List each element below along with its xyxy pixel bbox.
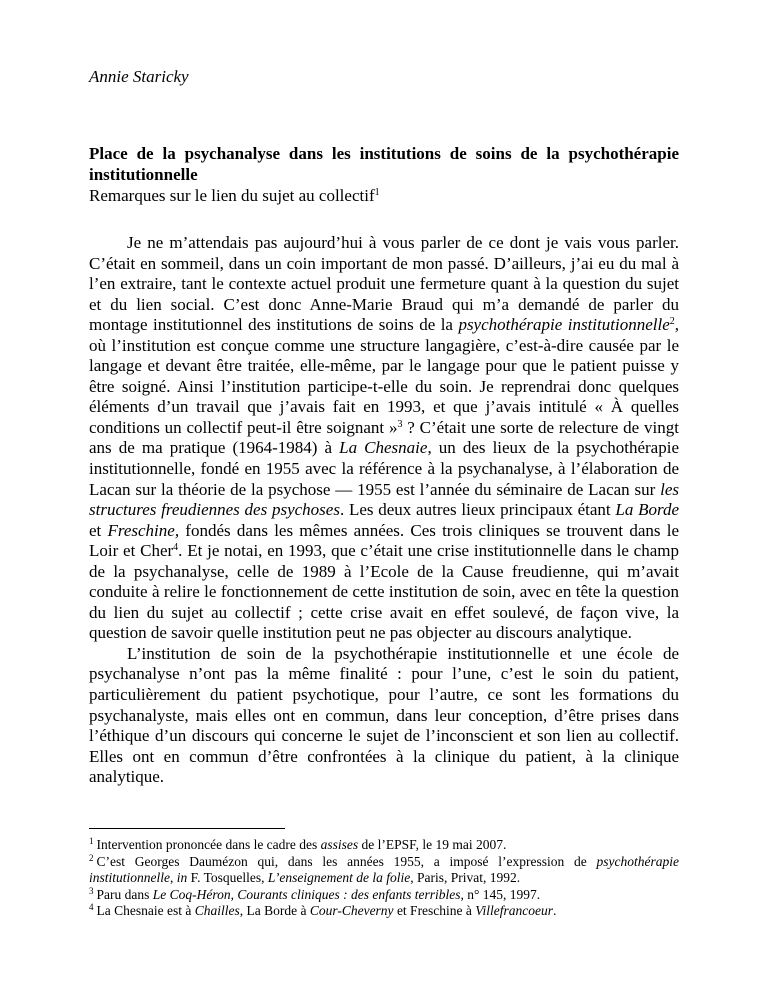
author-name: Annie Staricky <box>89 67 189 86</box>
p1-emphasis-a: psychothérapie institutionnelle <box>458 315 670 335</box>
p1-text-a: Je ne m’attendais pas aujourd’hui à vous parler de ce dont je vais vous parler. C’était en sommeil, dans un coin important de mon passé. D’ailleurs, j’ai eu du mal à l’en extraire, tant le contexte actuel produit une fermeture quant à la question du sujet et du lien social. C’est donc Anne-Marie Braud qui m’a demandé de parler du montage institutionnel des institutions de soins de la <box>89 233 679 335</box>
footnote-text: , <box>230 886 238 902</box>
footnote-1 <box>89 837 679 854</box>
footnote-3 <box>89 887 679 904</box>
paragraph-1 <box>89 233 679 644</box>
p1-emphasis-e1: La Borde <box>615 500 679 520</box>
footnote-text: F. Tosquelles, <box>187 870 268 886</box>
footnote-text: La Chesnaie est à <box>96 903 195 919</box>
footnote-text: , La Borde à <box>239 903 310 919</box>
p1-text-g: . Et je notai, en 1993, que c’était une crise institutionnelle dans le champ de la psychanalyse, celle de 1989 à l’Ecole de la Cause freudienne, qui m’avait conduite à relire le fonctionnement de cette institution de soin, avec en tête la question du lien du sujet au collectif ; cette crise avait en effet soulevé, de façon vive, la question de savoir quelle institution peut ne pas objecter au discours analytique. <box>89 541 679 643</box>
footnote-2 <box>89 854 679 887</box>
p1-emphasis-c: La Chesnaie <box>339 438 428 458</box>
footnote-text: Intervention prononcée dans le cadre des <box>96 837 321 852</box>
p1-emphasis-e2: Freschine, <box>107 520 180 540</box>
p1-emphasis-d: les structures freudiennes des psychoses <box>89 479 679 520</box>
p1-text-c: ? C’était une sorte de relecture de vingt ans de ma pratique (1964-1984) à <box>89 417 679 458</box>
footnote-text: , Paris, Privat, 1992. <box>410 870 521 886</box>
footnote-emphasis: in <box>176 870 188 886</box>
footnote-emphasis: Le Coq-Héron <box>152 886 231 902</box>
p1-text-e: . Les deux autres lieux principaux étant <box>339 500 616 520</box>
footnote-text: et Freschine à <box>393 903 476 919</box>
footnote-number: 2 <box>89 852 94 863</box>
footnote-4 <box>89 903 679 920</box>
footnote-ref-3[interactable]: 3 <box>397 418 403 430</box>
footnote-text: , n° 145, 1997. <box>460 886 541 902</box>
footnote-number: 4 <box>89 902 94 913</box>
p1-text-b: , où l’institution est conçue comme une structure langagière, c’est-à-dire causée par le langage et devant être traitée, elle-même, par le langage pour que le patient puisse y être soigné. Ainsi l’institution participe-t-elle du soin. Je reprendrai donc quelques éléments d’un travail que j’avais fait en 1993, et que j’avais intitulé « À quelles conditions un collectif peut-il être soignant » <box>89 315 679 437</box>
footnote-emphasis: Chailles <box>194 903 240 919</box>
footnote-ref-4[interactable]: 4 <box>173 542 179 554</box>
footnote-emphasis: psychothérapie institutionnelle <box>89 853 679 886</box>
footnote-separator <box>89 828 285 829</box>
footnote-text: , <box>170 870 177 886</box>
footnote-ref-1[interactable]: 1 <box>374 187 380 198</box>
body-text <box>89 233 679 788</box>
footnote-emphasis: Courants cliniques : des enfants terribles <box>237 886 461 902</box>
footnotes <box>89 837 679 920</box>
p1-text-d: , un des lieux de la psychothérapie institutionnelle, fondé en 1955 avec la référence à la psychanalyse, à l’élaboration de Lacan sur la théorie de la psychose — 1955 est l’année du séminaire de Lacan sur <box>89 438 679 499</box>
footnote-emphasis: L’enseignement de la folie <box>267 870 411 886</box>
footnote-number: 1 <box>89 836 94 846</box>
footnote-text: . <box>553 903 557 919</box>
footnote-emphasis: Cour-Cheverny <box>309 903 394 919</box>
footnote-emphasis: Villefrancoeur <box>475 903 554 919</box>
footnote-text: de l’EPSF, le 19 mai 2007. <box>358 837 507 852</box>
p1-text-f: fondés dans les mêmes années. Ces trois cliniques se trouvent dans le Loir et Cher <box>89 520 679 561</box>
footnote-ref-2[interactable]: 2 <box>669 316 675 328</box>
footnote-text: C’est Georges Daumézon qui, dans les années 1955, a imposé l’expression de <box>96 853 597 869</box>
footnote-number: 3 <box>89 885 94 896</box>
subtitle-text: Remarques sur le lien du sujet au collectif <box>89 186 375 205</box>
document-title: Place de la psychanalyse dans les institutions de soins de la psychothérapie institutionnelle <box>89 144 679 184</box>
footnote-emphasis: assises <box>320 837 359 852</box>
paragraph-2: L’institution de soin de la psychothérapie institutionnelle et une école de psychanalyse n’ont pas la même finalité : pour l’une, c’est le soin du patient, particulièrement du patient psychotique, pour l’autre, ce sont les formations du psychanalyste, mais elles ont en commun, dans leur conception, d’être prises dans l’éthique d’un discours qui concerne le sujet de l’inconscient et son lien au collectif. Elles ont en commun d’être confrontées à la clinique du patient, à la clinique analytique. <box>89 643 679 787</box>
document-subtitle <box>89 185 380 206</box>
footnote-text: Paru dans <box>96 886 153 902</box>
p1-text-e2: et <box>89 520 108 540</box>
